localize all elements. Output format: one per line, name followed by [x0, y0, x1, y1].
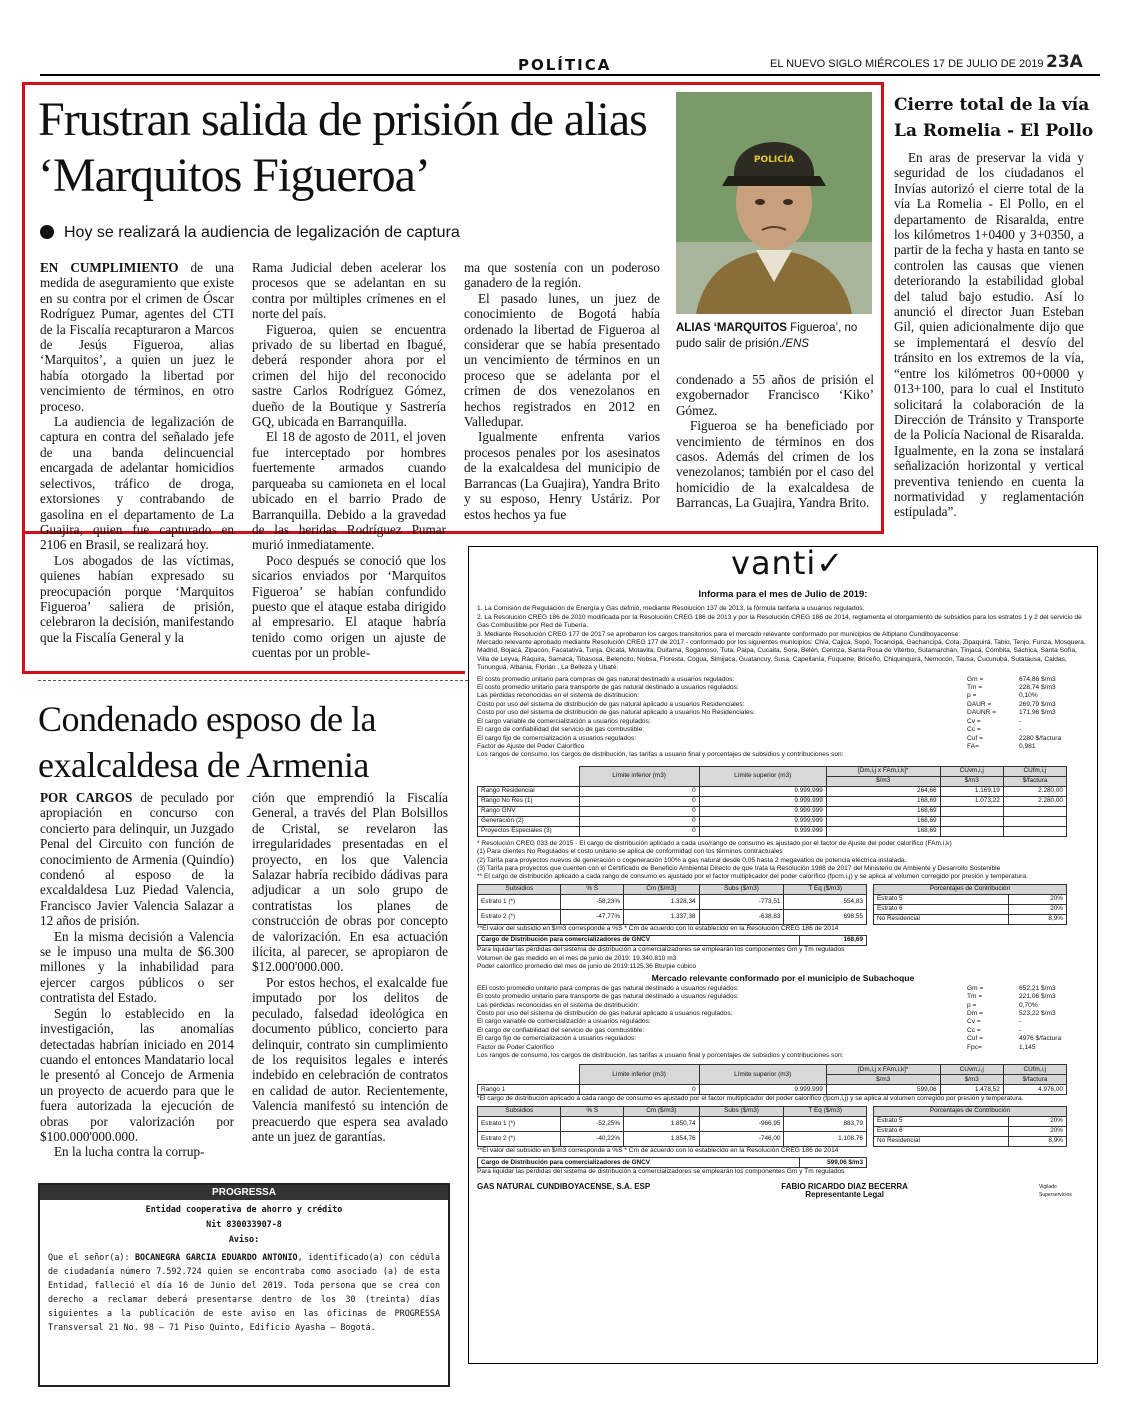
param-key: DAUNR = — [967, 709, 997, 717]
subsidy-cell: Estrato 1 (*) — [478, 1116, 561, 1131]
footnote: ** El cargo de distribución aplicado a cada rango de consumo es ajustado por el factor multiplicador del poder calorífico (fpcm,i,j) y se aplica al volumen corregido por presión y temperatura. — [477, 873, 1028, 881]
table-cell: 0 — [579, 806, 699, 816]
progressa-line1: Entidad cooperativa de ahorro y crédito — [145, 1204, 343, 1214]
final-note: Para liquidar las pérdidas del sistema de distribución a comercializadores se emplearán los componentes Gm y Tm regulados — [477, 1168, 845, 1176]
table-cell: 1.073,22 — [940, 796, 1003, 806]
progressa-body — [48, 1250, 440, 1334]
table-cell: 1.169,19 — [940, 786, 1003, 796]
table-cell — [1003, 806, 1066, 816]
subsidy-head: % S — [561, 884, 624, 894]
contribution-cell: Estrato 5 — [874, 894, 1009, 904]
subsidy-row — [478, 894, 867, 909]
paragraph: Igualmente enfrenta varios procesos penales por los asesinatos de la exalcaldesa del municipio de Barrancas (La Guajira), Yandra Brito y su esposo, Henry Ustáriz. Por estos hechos ya fue — [464, 429, 660, 522]
table-cell — [1003, 816, 1066, 826]
article2-column-1 — [40, 790, 234, 1160]
table-cell: Rango GNV — [478, 806, 580, 816]
param-value: 221,06 $/m3 — [1019, 993, 1056, 1001]
vanti-note: 2. La Resolución CREG 186 de 2010 modificada por la Resolución CREG 186 de 2013 y por la Resolución CREG 186 de 2014, reglamenta el otorgamiento de subsidios para los estratos 1 y 2 del servicio de Gas Combustible por Red de Tubería. — [477, 613, 1082, 630]
table-cell: Rango No Res (1) — [478, 796, 580, 806]
subsidy-cell: 1.337,38 — [624, 909, 700, 924]
param-value: 652,21 $/m3 — [1019, 984, 1056, 992]
subsidy-cell: -638,83 — [699, 909, 784, 924]
footnote: (1) Para clientes No Regulados el costo unitario se aplica de conformidad con los términos contractuales — [477, 848, 783, 856]
param-label: Costo por uso del sistema de distribución de gas natural aplicado a usuarios No Residenciales: — [477, 709, 755, 717]
params-list-2 — [477, 985, 1089, 1052]
subsidy-cell: Estrato 2 (*) — [478, 909, 561, 924]
param-label: El cargo variable de comercialización a usuarios regulados: — [477, 717, 651, 725]
param-key: Dm = — [967, 1010, 983, 1017]
param-label: El costo promedio unitario para transporte de gas natural destinado a usuarios regulados: — [477, 684, 739, 692]
th-unit: $/factura — [1003, 1075, 1066, 1085]
param-value: 171,96 $/m3 — [1019, 709, 1056, 717]
table-cell: Rango Residencial — [478, 786, 580, 796]
param-label: Las pérdidas reconocidas en el sistema de distribución: — [477, 692, 640, 700]
contribution-cell: 20% — [1008, 894, 1066, 904]
subsidy-cell: Estrato 2 (*) — [478, 1131, 561, 1146]
param-label: Factor de Poder Calorífico — [477, 1043, 554, 1051]
param-row — [477, 1010, 1089, 1018]
param-label: Las pérdidas reconocidas en el sistema de distribución: — [477, 1001, 640, 1009]
gncv-label: Cargo de Distribución para comercializadores de GNCV — [478, 936, 800, 946]
lead-word: POR CARGOS — [40, 790, 133, 805]
paragraph: Por estos hechos, el exalcalde fue imputado por los delitos de peculado, falsedad ideológica en documento público, concierto para delinquir, contrato sin cumplimiento de los requisitos legales e interés indebido en celebración de contratos en calidad de autor. Recientemente, Valencia manifestó su intención de preacuerdo que espera sea avalado ante un juez de garantías. — [252, 974, 448, 1144]
param-value: 674,86 $/m3 — [1019, 675, 1056, 683]
param-value: 0,10% — [1019, 692, 1038, 700]
param-value: 0,981 — [1019, 742, 1036, 750]
table-row — [478, 816, 1067, 826]
param-key: Cuf = — [967, 734, 983, 742]
param-value: 523,22 $/m3 — [1019, 1010, 1056, 1017]
subsidy-cell: -40,22% — [561, 1131, 624, 1146]
sidebar-headline: Cierre total de la vía La Romelia - El Pollo — [894, 95, 1094, 141]
table-row — [478, 1085, 1067, 1095]
param-value: 1,145 — [1019, 1043, 1036, 1051]
param-value: 4976 $/factura — [1019, 1035, 1062, 1043]
th-dm: [Dm,i,j x FAm,i,k]* — [826, 766, 940, 776]
th-dm: [Dm,i,j x FAm,i,k]* — [826, 1065, 940, 1075]
table-cell: 2.280,00 — [1003, 786, 1066, 796]
param-label: El cargo variable de comercialización a usuarios regulados: — [477, 1018, 651, 1026]
param-row — [477, 735, 1089, 743]
caption-text: Figueroa’, no pudo salir de prisión. — [676, 322, 858, 350]
article1-column-1 — [40, 260, 234, 645]
contribution-cell: 8,9% — [1008, 914, 1066, 924]
table-cell: 0 — [579, 826, 699, 836]
param-key: DAUR = — [967, 700, 992, 708]
subsidy-head: Cm ($/m3) — [624, 1106, 700, 1116]
param-label: El costo promedio unitario para compras de gas natural destinado a usuarios regulados: — [477, 675, 735, 683]
table-row — [478, 786, 1067, 796]
th-unit: $/m3 — [826, 776, 940, 786]
tariff-table-1 — [477, 766, 1067, 837]
article2-column-2 — [252, 790, 448, 1144]
subsidy-cell: 1.850,74 — [624, 1116, 700, 1131]
param-label: El cargo de confiabilidad del servicio de gas combustible: — [477, 1026, 645, 1034]
param-value: - — [1019, 1018, 1022, 1026]
subhead-text: Hoy se realizará la audiencia de legalización de captura — [64, 224, 460, 241]
param-row — [477, 743, 1089, 751]
subsidy-cell: 883,79 — [784, 1116, 867, 1131]
vanti-note: 3. Mediante Resolución CREG 177 de 2017 se aprobaron los cargos transitorios para el mercado relevante conformado por municipios de Altiplano Cundiboyacense: — [477, 630, 961, 638]
contribution-cell: Estrato 6 — [874, 904, 1009, 914]
paragraph: El 18 de agosto de 2011, el joven fue interceptado por hombres fuertemente armados cuando parqueaba su camioneta en el local ubicado en el barrio Prado de Barranquilla. Debido a la gravedad de las heridas Rodríguez Pumar murió inmediatamente. — [252, 429, 446, 553]
paragraph — [40, 260, 234, 414]
contribution-row — [874, 1116, 1067, 1126]
param-label: El costo promedio unitario para transporte de gas natural destinado a usuarios regulados: — [477, 993, 739, 1001]
contribution-row — [874, 904, 1067, 914]
paragraph: Rama Judicial deben acelerar los procesos que se adelantan en su contra por múltiples crímenes en el norte del país. — [252, 260, 446, 322]
paragraph — [40, 790, 234, 929]
param-row — [477, 718, 1089, 726]
table-row — [478, 806, 1067, 816]
paragraph: En la lucha contra la corrup- — [54, 1144, 205, 1160]
param-key: Cv = — [967, 717, 981, 725]
subsidy-head: % S — [561, 1106, 624, 1116]
table-cell: Proyectos Especiales (3) — [478, 826, 580, 836]
progressa-text-b: , identificado(a) con cédula de ciudadanía número 7.592.724 quien se encontraba como asociado (a) de esta Entidad, falleció el día 16 de Junio del 2019. Toda persona que se crea con derecho a reclamar deberá presentarse dentro de los 30 (treinta) días siguientes a la publicación de este aviso en las oficinas de PROGRESSA Transversal 21 No. 98 – 71 Piso Quinto, Edificio Ayasha – Bogotá. — [48, 1252, 441, 1332]
param-key: Cuf = — [967, 1035, 983, 1043]
param-label: El cargo de confiabilidad del servicio de gas combustible: — [477, 726, 645, 734]
subsidy-cell: 554,83 — [784, 894, 867, 909]
vanti-note: Mercado relevante aprobado mediante Resolución CREG 177 de 2017 - conformado por los siguientes municipios: Chía, Cajicá, Sopó, Tocancipá, Gachancipá, Cota, Zipaquirá, Tabio, Tenjo, Funza, Mosquera, Madrid, Bojacá, Zipacón, Facatativá, Tunja, Oicatá, Motavita, Duitama, Sogamoso, Tuta, Paipa, Cucaita, Sora, Belén, Cerinza, Santa Rosa de Viterbo, Sutamarchán, Tinjacá, Cómbita, Sáchica, Santa Sofía, Villa de Leyva, Ráquira, Samacá, Tibasosa, Belencito, Nobsa, Floresta, Cogua, Simijaca, Guatancuy, Susa, Capellanía, Fúquene, Briceño, Chiquinquirá, Nemocón, Tausa, Cucunubá, Sutatausa, Caldas, Tununguá, Albania, Florián , La Belleza y Ubaté: — [477, 639, 1086, 672]
th-lower: Límite inferior (m3) — [579, 766, 699, 786]
subsidy-cell: -52,25% — [561, 1116, 624, 1131]
vanti-note: 1. La Comisión de Regulación de Energía y Gas definió, mediante Resolución 137 de 2013, la fórmula tarifaria a usuarios regulados. — [477, 605, 865, 613]
table-cell — [940, 826, 1003, 836]
sidebar-column — [894, 150, 1084, 520]
table-cell: 0 — [579, 786, 699, 796]
th-unit: $/m3 — [940, 1075, 1003, 1085]
footnote: (2) Tarifa para proyectos nuevos de generación o cogeneración 100% a gas natural desde 0,05 hasta 2 megavatios de potencia eléctrica instalada. — [477, 856, 907, 864]
param-value: 228,74 $/m3 — [1019, 684, 1056, 692]
param-label: El cargo fijo de comercialización a usuarios regulados: — [477, 734, 637, 742]
param-key: Fpc= — [967, 1043, 982, 1051]
signer-role: Representante Legal — [805, 1190, 884, 1200]
contribution-table-1 — [873, 884, 1067, 925]
vol-note: Poder calorífico promedio del mes de junio de 2019:1125,36 Btu/pie cúbico — [477, 962, 697, 970]
gncv-table-1 — [477, 935, 867, 946]
bullet-icon — [40, 225, 54, 239]
progressa-nit: Nit 830033907-8 — [206, 1219, 282, 1229]
param-row — [477, 692, 1089, 700]
separator — [38, 680, 468, 681]
check-icon: ✓ — [816, 544, 845, 582]
param-label: El cargo fijo de comercialización a usuarios regulados: — [477, 1035, 637, 1043]
param-row — [477, 1035, 1089, 1043]
subsidy-head: Subs ($/m3) — [699, 884, 784, 894]
caption-credit: /ENS — [782, 338, 809, 350]
table-cell: 168,69 — [826, 826, 940, 836]
table-cell: 1.478,52 — [940, 1085, 1003, 1095]
param-value: - — [1019, 726, 1022, 734]
table-cell: Generación (2) — [478, 816, 580, 826]
table-cell: 264,66 — [826, 786, 940, 796]
section-title: POLÍTICA — [518, 56, 612, 74]
contribution-cell: Estrato 5 — [874, 1116, 1009, 1126]
cap-badge-text: POLICÍA — [753, 155, 795, 165]
table-row — [478, 796, 1067, 806]
progressa-name: BOCANEGRA GARCIA EDUARDO ANTONIO — [134, 1252, 298, 1262]
table-cell — [1003, 826, 1066, 836]
article2-headline: Condenado esposo de la exalcaldesa de Armenia — [38, 699, 376, 785]
table-cell: 168,69 — [826, 806, 940, 816]
paragraph: El pasado lunes, un juez de conocimiento de Bogotá había ordenado la libertad de Figueroa al considerar que se había presentado un vencimiento de términos en un proceso que se adelanta por el crimen de dos venezolanos en hechos registrados en 2012 en Valledupar. — [464, 290, 660, 430]
contribution-row — [874, 914, 1067, 924]
paragraph: Figueroa, quien se encuentra privado de su libertad en Ibagué, deberá responder ahora por el crimen del hijo del reconocido sastre Carlos Rodríguez Gómez, dueño de la Boutique y Sastrería GQ, ubicada en Barranquilla. — [252, 321, 446, 430]
gncv-table-2 — [477, 1157, 867, 1168]
param-label: Factor de Ajuste del Poder Calorífico — [477, 742, 585, 750]
subsidy-row — [478, 909, 867, 924]
company-name: GAS NATURAL CUNDIBOYACENSE, S.A. ESP — [477, 1181, 651, 1191]
param-key: p = — [967, 1001, 977, 1009]
subsidy-head: T Eq ($/m3) — [784, 884, 867, 894]
th-upper: Límite superior (m3) — [699, 1065, 826, 1085]
table-row — [478, 826, 1067, 836]
subsidy-cell: 1.328,34 — [624, 894, 700, 909]
table-cell: 9.999.999 — [699, 826, 826, 836]
paragraph-text: de peculado por apropiación en concurso con concierto para delinquir, un Juzgado Penal del Circuito con función de conocimiento de Armenia (Quindío) condenó al esposo de la excaldaldesa Luz Piedad Valencia, Francisco Javier Valencia Salazar a 12 años de prisión. — [40, 790, 235, 929]
table-cell: 9.999.999 — [699, 1085, 826, 1095]
param-label: Costo por uso del sistema de distribución de gas natural aplicado a usuarios regulados: — [477, 1010, 733, 1017]
subsidy-table-1 — [477, 884, 867, 925]
subsidy-note: **El valor del subsidio en $/m3 corresponde a %S * Cm de acuerdo con lo establecido en la Resolución CREG 186 de 2014 — [477, 1146, 839, 1154]
param-row — [477, 1027, 1089, 1035]
vanti-logo — [731, 544, 845, 582]
photo-caption — [676, 320, 874, 352]
ranges-intro: Los rangos de consumo, los cargos de distribución, las tarifas a usuario final y porcentajes de subsidios y contribuciones son: — [477, 751, 844, 759]
signer-name: FABIO RICARDO DIAZ BECERRA — [781, 1181, 908, 1191]
contribution-cell: 8,9% — [1008, 1136, 1066, 1146]
th-unit: $/m3 — [940, 776, 1003, 786]
param-value: 269,79 $/m3 — [1019, 700, 1056, 708]
subsidy-note: **El valor del subsidio en $/m3 corresponde a %S * Cm de acuerdo con lo establecido en la Resolución CREG 186 de 2014 — [477, 924, 839, 932]
contrib-head: Porcentajes de Contribución — [874, 1106, 1067, 1116]
subsidy-cell: -746,00 — [699, 1131, 784, 1146]
table-cell: 0 — [579, 1085, 699, 1095]
paragraph: En la misma decisión a Valencia se le impuso una multa de $6.300 millones y la inhabilidad para ejercer cargos públicos o ser contratista del Estado. — [40, 928, 234, 1006]
caption-bold: ALIAS ‘MARQUITOS — [676, 322, 787, 334]
paragraph: Los abogados de las víctimas, quienes habían expresado su preocupación porque ‘Marquitos Figueroa’ saliera de prisión, celebraron la decisión, manifestando que la Fiscalía General y la — [40, 552, 234, 645]
th-cuv: CUvm,i,j — [940, 766, 1003, 776]
table-cell — [940, 816, 1003, 826]
param-row — [477, 726, 1089, 734]
subsidy-head: Subs ($/m3) — [699, 1106, 784, 1116]
table1-footnotes — [477, 840, 1089, 882]
param-row — [477, 985, 1089, 993]
subsidy-row — [478, 1116, 867, 1131]
article1-column-4 — [676, 372, 874, 511]
param-key: Cv = — [967, 1018, 981, 1026]
subsidy-cell: 698,55 — [784, 909, 867, 924]
params-list-1 — [477, 676, 1089, 752]
param-row — [477, 993, 1089, 1001]
article-headline: Frustran salida de prisión de alias ‘Marquitos Figueroa’ — [38, 93, 647, 202]
contribution-cell: 20% — [1008, 904, 1066, 914]
vanti-brand: vanti — [731, 544, 817, 582]
param-row — [477, 1018, 1089, 1026]
portrait-photo — [676, 92, 872, 314]
contribution-cell: No Residencial — [874, 1136, 1009, 1146]
subachoque-title: Mercado relevante conformado por el municipio de Subachoque — [651, 973, 915, 984]
param-row — [477, 1002, 1089, 1010]
param-row — [477, 701, 1089, 709]
th-cuf: CUfm,i,j — [1003, 1065, 1066, 1075]
lead-word: EN CUMPLIMIENTO — [40, 260, 179, 275]
superservicios-logo: Vigilado Superservicios — [1038, 1183, 1072, 1199]
param-row — [477, 709, 1089, 717]
th-cuv: CUvm,i,j — [940, 1065, 1003, 1075]
table-cell: Rango 1 — [478, 1085, 580, 1095]
footnote: (3) Tarifa para proyectos que cuenten con el Certificado de Beneficio Ambiental Directo de que trata la Resolución 1988 de 2017 del Ministerio de Ambiente y Desarrollo Sostenible — [477, 864, 1001, 872]
subsidy-head: T Eq ($/m3) — [784, 1106, 867, 1116]
page-number: 23A — [1046, 52, 1083, 72]
vanti-title: Informa para el mes de Julio de 2019: — [698, 589, 868, 600]
table-cell: 168,69 — [826, 796, 940, 806]
param-key: Gm = — [967, 984, 984, 992]
param-key: Tm = — [967, 993, 983, 1001]
masthead-rule — [40, 74, 1100, 76]
table-cell: 9.999.999 — [699, 816, 826, 826]
vanti-notice — [468, 546, 1098, 1364]
table-cell: 9.999.999 — [699, 796, 826, 806]
vol-note: Para liquidar las pérdidas del sistema de distribución a comercializadores se emplearán los componentes Gm y Tm regulados — [477, 946, 845, 954]
contribution-cell: 20% — [1008, 1116, 1066, 1126]
th-lower: Límite inferior (m3) — [579, 1065, 699, 1085]
param-key: Cc = — [967, 726, 981, 734]
article1-column-2 — [252, 260, 446, 661]
param-value: 0,70% — [1019, 1001, 1038, 1009]
param-key: Tm = — [967, 684, 983, 692]
param-label: EEl costo promedio unitario para compras de gas natural destinado a usuarios regulados: — [477, 984, 739, 992]
param-value: 2280 $/factura — [1019, 734, 1062, 742]
param-value: - — [1019, 1026, 1022, 1034]
paragraph: ción que emprendió la Fiscalía General, a través del Plan Bolsillos de Cristal, se revelaron las irregularidades presentadas en el proyecto, en los que Valencia Salazar habría recibido dádivas para adjudicar a un solo grupo de contratistas los planes de construcción de obras por concepto de valorización. En esa actuación ilícita, al parecer, se apropiaron de $12.000'000.000. — [252, 790, 448, 975]
contribution-cell: No Residencial — [874, 914, 1009, 924]
article-subhead — [40, 224, 460, 242]
subsidy-cell: -58,23% — [561, 894, 624, 909]
paragraph: Según lo establecido en la investigación, las anomalías detectadas habrían iniciado en 2014 cuando el entonces Mandatario local le presentó al Concejo de Armenia un proyecto de acuerdo para que le fuera autorizada la ejecución de obras por valorización por $100.000'000.000. — [40, 1005, 234, 1144]
table-cell: 9.999.999 — [699, 806, 826, 816]
subsidy-row — [478, 1131, 867, 1146]
table-cell: 9.999.999 — [699, 786, 826, 796]
table-cell: 0 — [579, 796, 699, 806]
param-key: p = — [967, 692, 977, 700]
param-row — [477, 1044, 1089, 1052]
subsidy-cell: -47,77% — [561, 909, 624, 924]
gncv-value: 168,69 — [800, 936, 867, 946]
subsidy-table-2 — [477, 1106, 867, 1147]
table2-footnote: *El cargo de distribución aplicado a cada rango de consumo es ajustado por el factor multiplicador del poder calorífico (fpcm,i,j) y se aplica al volumen corregido por presión y temperatura. — [477, 1095, 1024, 1103]
paragraph: En aras de preservar la vida y seguridad de los ciudadanos el Invías autorizó el cierre total de la vía La Romelia - El Pollo, en el departamento de Risaralda, entre los kilómetros 1+0400 y 3+0350, a partir de la fecha y hasta en tanto se controlen las causas que vienen deteriorando la estabilidad global del talud bajo estudio. Así lo anunció el director Juan Esteban Gil, quien adicionalmente dijo que se implementará el desvío del tránsito en los extremos de la vía, “entre los kilómetros 00+0000 y 013+100, para lo cual el Instituto solicitará la colaboración de la Dirección de Tránsito y Transporte de la Policía Nacional de Risaralda. Igualmente, en la zona se instalará señalización horizontal y vertical preventiva teniendo en cuenta la normatividad y reglamentación estipulada”. — [894, 150, 1084, 520]
table-cell: 4.976,00 — [1003, 1085, 1066, 1095]
gncv-label: Cargo de Distribución para comercializadores de GNCV — [478, 1158, 800, 1168]
ranges-intro: Los rangos de consumo, los cargos de distribución, las tarifas a usuario final y porcentajes de subsidios y contribuciones son: — [477, 1052, 844, 1060]
subsidy-cell: 1.854,76 — [624, 1131, 700, 1146]
contribution-table-2 — [873, 1106, 1067, 1147]
subsidy-head: Subsidios — [478, 884, 561, 894]
table-cell: 168,69 — [826, 816, 940, 826]
progressa-title: PROGRESSA — [40, 1185, 448, 1200]
progressa-notice — [38, 1183, 450, 1387]
param-value: - — [1019, 717, 1022, 725]
article1-column-3 — [464, 260, 660, 522]
th-unit: $/m3 — [826, 1075, 940, 1085]
contribution-row — [874, 1126, 1067, 1136]
param-row — [477, 684, 1089, 692]
subsidy-cell: 1.108,76 — [784, 1131, 867, 1146]
subsidy-head: Subsidios — [478, 1106, 561, 1116]
paragraph: Figueroa se ha beneficiado por vencimiento de términos en dos casos. Además del crimen de los venezolanos; también por el caso del homicidio de la exalcaldesa de Barrancas, La Guajira, Yandra Brito. — [676, 418, 874, 511]
table-cell: 0 — [579, 816, 699, 826]
table-cell — [940, 806, 1003, 816]
subsidy-cell: -966,95 — [699, 1116, 784, 1131]
tariff-table-2 — [477, 1064, 1067, 1095]
vol-note: Volumen de gas medido en el mes de junio de 2019: 19.340.810 m3 — [477, 954, 677, 962]
paragraph: ma que sostenía con un poderoso ganadero de la región. — [464, 260, 660, 291]
contribution-cell: Estrato 6 — [874, 1126, 1009, 1136]
progressa-text-a: Que el señor(a): — [48, 1252, 135, 1262]
subsidy-head: Cm ($/m3) — [624, 884, 700, 894]
param-row — [477, 676, 1089, 684]
subsidy-cell: -773,51 — [699, 894, 784, 909]
contribution-cell: 20% — [1008, 1126, 1066, 1136]
progressa-aviso: Aviso: — [228, 1234, 260, 1244]
table-cell: 2.280,00 — [1003, 796, 1066, 806]
contribution-row — [874, 894, 1067, 904]
subsidy-cell: Estrato 1 (*) — [478, 894, 561, 909]
paper-date: EL NUEVO SIGLO MIÉRCOLES 17 DE JULIO DE 2019 — [770, 58, 1044, 70]
table-cell: 599,06 — [826, 1085, 940, 1095]
param-key: Gm = — [967, 675, 984, 683]
contribution-row — [874, 1136, 1067, 1146]
param-key: Cc = — [967, 1026, 981, 1034]
th-cuf: CUfm,i,j — [1003, 766, 1066, 776]
gncv-value: 599,06 $/m3 — [800, 1158, 867, 1168]
paragraph: condenado a 55 años de prisión el exgobernador Francisco ‘Kiko’ Gómez. — [676, 372, 874, 418]
th-upper: Límite superior (m3) — [699, 766, 826, 786]
param-label: Costo por uso del sistema de distribución de gas natural aplicado a usuarios Residenciales: — [477, 700, 745, 708]
paragraph-text: de una medida de aseguramiento que existe en su contra por el crimen de Óscar Rodríguez Pumar, agentes del CTI de la Fiscalía recapturaron a Marcos de Jesús Figueroa, alias ‘Marquitos’, a quien un juez le había otorgado la libertad por vencimiento de términos, en otro proceso. — [40, 260, 234, 414]
paragraph: Poco después se conoció que los sicarios enviados por ‘Marquitos Figueroa’ se habían confundido puesto que el ataque estaba dirigido al empresario. El ataque habría tenido como origen un ajuste de cuentas por un proble- — [252, 552, 446, 661]
paragraph: La audiencia de legalización de captura en contra del señalado jefe de una banda delincuencial encargada de adelantar homicidios selectivos, tráfico de droga, extorsiones y contrabando de gasolina en el departamento de La Guajira, quien fue capturado en 2106 en Brasil, se realizará hoy. — [40, 414, 234, 553]
footnote: * Resolución CREG 033 de 2015 - El cargo de distribución aplicado a cada uso/rango de consumo es ajustado por el factor de Ajuste del poder calorífico (FAm,i,k) — [477, 839, 952, 847]
th-unit: $/factura — [1003, 776, 1066, 786]
contrib-head: Porcentajes de Contribución — [874, 884, 1067, 894]
param-key: FA= — [967, 742, 979, 750]
